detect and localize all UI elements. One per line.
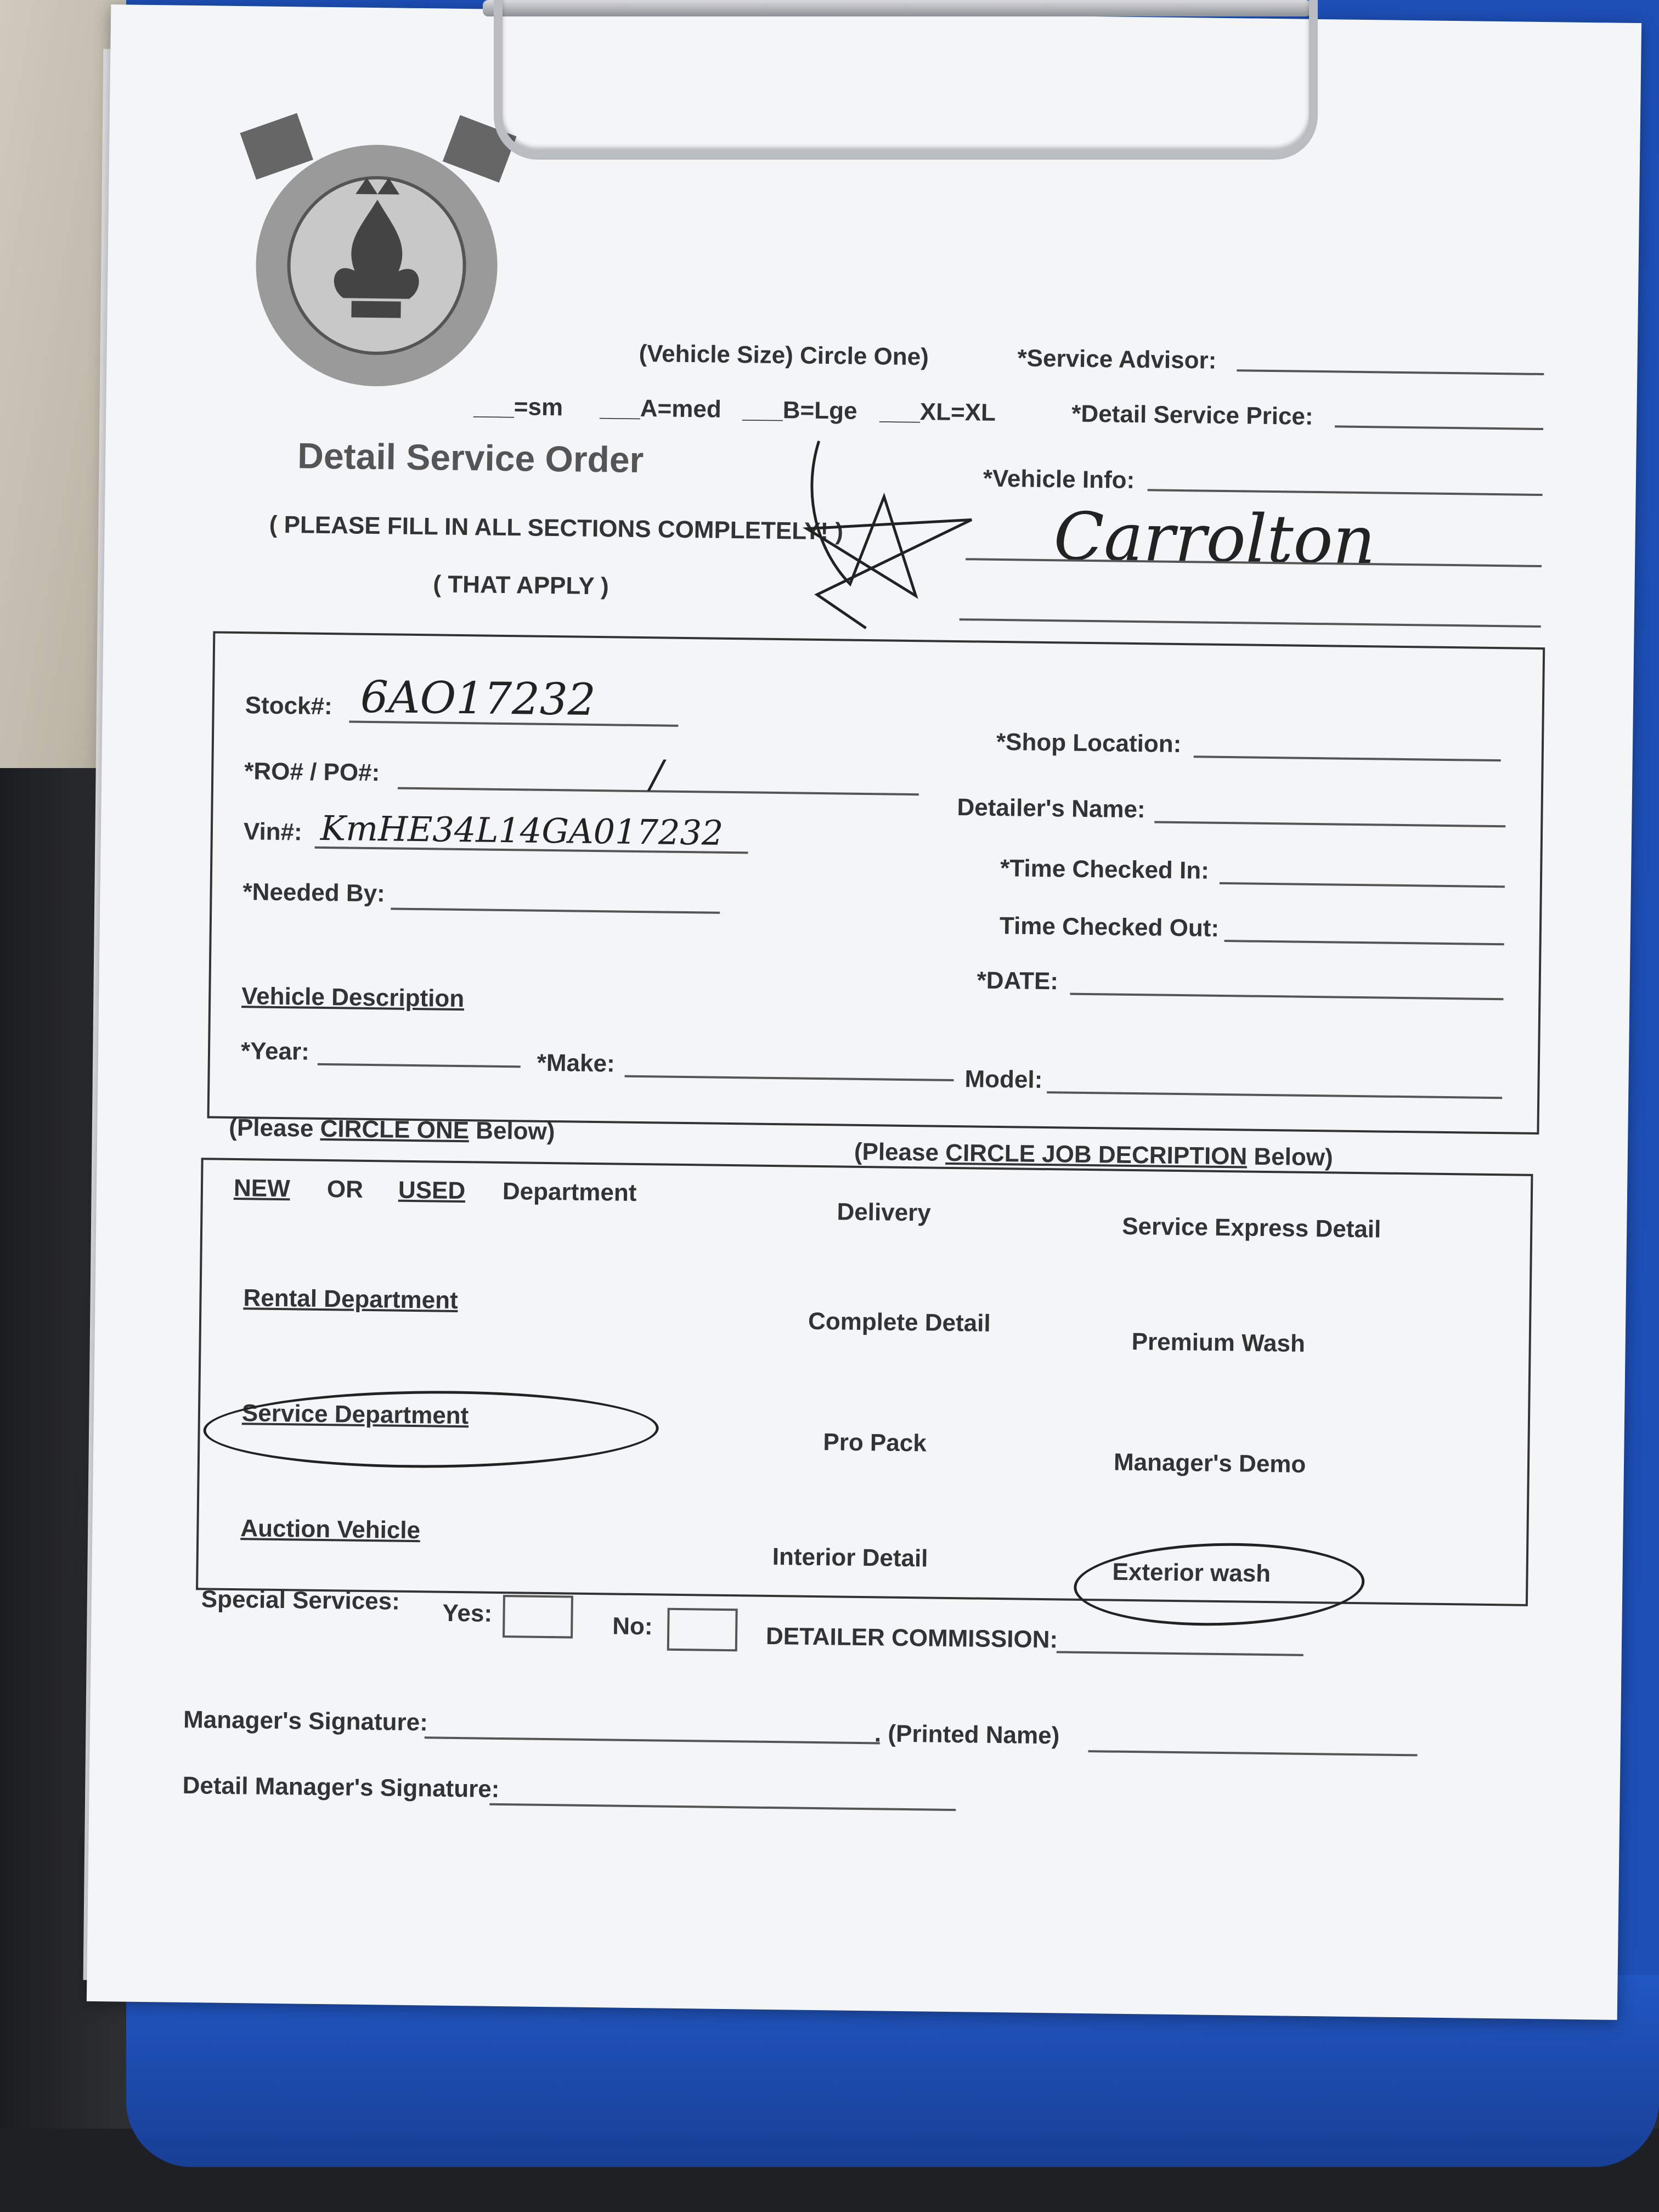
or-text: OR (326, 1176, 364, 1203)
size-xl[interactable]: ___XL=XL (879, 398, 996, 426)
printed-name-label: . (Printed Name) (874, 1720, 1060, 1750)
detail-price-field[interactable] (1335, 425, 1543, 430)
vehicle-info-handwritten: Carrolton (1053, 499, 1376, 579)
job-exterior-wash[interactable]: Exterior wash (1112, 1558, 1271, 1588)
ro-po-value: / (650, 752, 664, 797)
date-label: *DATE: (977, 967, 1059, 995)
signature-scribble (783, 430, 984, 640)
vin-label: Vin#: (243, 818, 303, 846)
form-title: Detail Service Order (297, 435, 644, 481)
vehicle-description-heading: Vehicle Description (241, 983, 465, 1013)
detailer-commission-label: DETAILER COMMISSION: (765, 1622, 1058, 1654)
job-premium-wash[interactable]: Premium Wash (1131, 1328, 1306, 1357)
vin-value: KmHE34L14GA017232 (320, 808, 724, 853)
special-yes-label: Yes: (442, 1599, 493, 1627)
checkered-flag-left-icon (240, 113, 313, 179)
job-managers-demo[interactable]: Manager's Demo (1113, 1448, 1306, 1478)
detail-manager-signature-field[interactable] (489, 1803, 956, 1811)
vehicle-info-field-3[interactable] (960, 618, 1541, 628)
job-service-express-detail[interactable]: Service Express Detail (1121, 1212, 1381, 1243)
option-new[interactable]: NEW (233, 1174, 290, 1203)
option-used[interactable]: USED (398, 1176, 466, 1205)
special-no-checkbox[interactable] (667, 1608, 738, 1652)
size-medium[interactable]: ___A=med (600, 394, 722, 423)
job-complete-detail[interactable]: Complete Detail (808, 1307, 991, 1337)
time-out-label: Time Checked Out: (999, 912, 1220, 942)
job-pro-pack[interactable]: Pro Pack (823, 1429, 927, 1457)
vehicle-info-field[interactable] (1148, 489, 1543, 496)
circle-job-note: (Please CIRCLE JOB DECRIPTION Below) (854, 1138, 1333, 1171)
service-advisor-field[interactable] (1237, 369, 1544, 375)
option-auction-vehicle[interactable]: Auction Vehicle (240, 1515, 421, 1544)
option-service-department[interactable]: Service Department (241, 1400, 469, 1430)
special-services-label: Special Services: (201, 1585, 400, 1615)
detail-price-label: *Detail Service Price: (1071, 400, 1313, 430)
detail-service-order-form (87, 4, 1641, 2020)
special-no-label: No: (612, 1612, 653, 1640)
special-yes-checkbox[interactable] (503, 1595, 573, 1639)
service-advisor-label: *Service Advisor: (1017, 345, 1217, 374)
job-interior-detail[interactable]: Interior Detail (772, 1543, 928, 1572)
department-text: Department (502, 1177, 637, 1206)
time-in-label: *Time Checked In: (1000, 855, 1210, 884)
shop-location-label: *Shop Location: (996, 728, 1182, 758)
detailer-commission-field[interactable] (1057, 1651, 1304, 1656)
victory-shine-logo (233, 105, 521, 393)
year-label: *Year: (240, 1037, 310, 1065)
instruction-line-1: ( PLEASE FILL IN ALL SECTIONS COMPLETELY! ) (269, 511, 844, 545)
model-label: Model: (964, 1065, 1043, 1093)
circle-one-note: (Please CIRCLE ONE Below) (229, 1114, 555, 1146)
stock-value: 6AO17232 (360, 671, 596, 725)
detailer-name-label: Detailer's Name: (957, 794, 1146, 823)
size-large[interactable]: ___B=Lge (742, 396, 857, 425)
vehicle-info-label: *Vehicle Info: (983, 465, 1135, 494)
make-label: *Make: (537, 1049, 615, 1077)
manager-signature-label: Manager's Signature: (183, 1706, 428, 1736)
instruction-line-2: ( THAT APPLY ) (433, 571, 609, 600)
job-delivery[interactable]: Delivery (837, 1198, 932, 1227)
size-small[interactable]: ___=sm (473, 393, 563, 421)
detail-manager-signature-label: Detail Manager's Signature: (182, 1771, 500, 1803)
clipboard-clip (494, 0, 1318, 160)
manager-signature-field[interactable] (425, 1736, 880, 1744)
vehicle-size-label: (Vehicle Size) Circle One) (639, 340, 929, 371)
stock-label: Stock#: (245, 692, 332, 720)
needed-by-label: *Needed By: (242, 878, 386, 907)
option-rental-department[interactable]: Rental Department (243, 1284, 459, 1314)
ro-po-label: *RO# / PO#: (244, 758, 380, 787)
printed-name-field[interactable] (1088, 1750, 1418, 1756)
